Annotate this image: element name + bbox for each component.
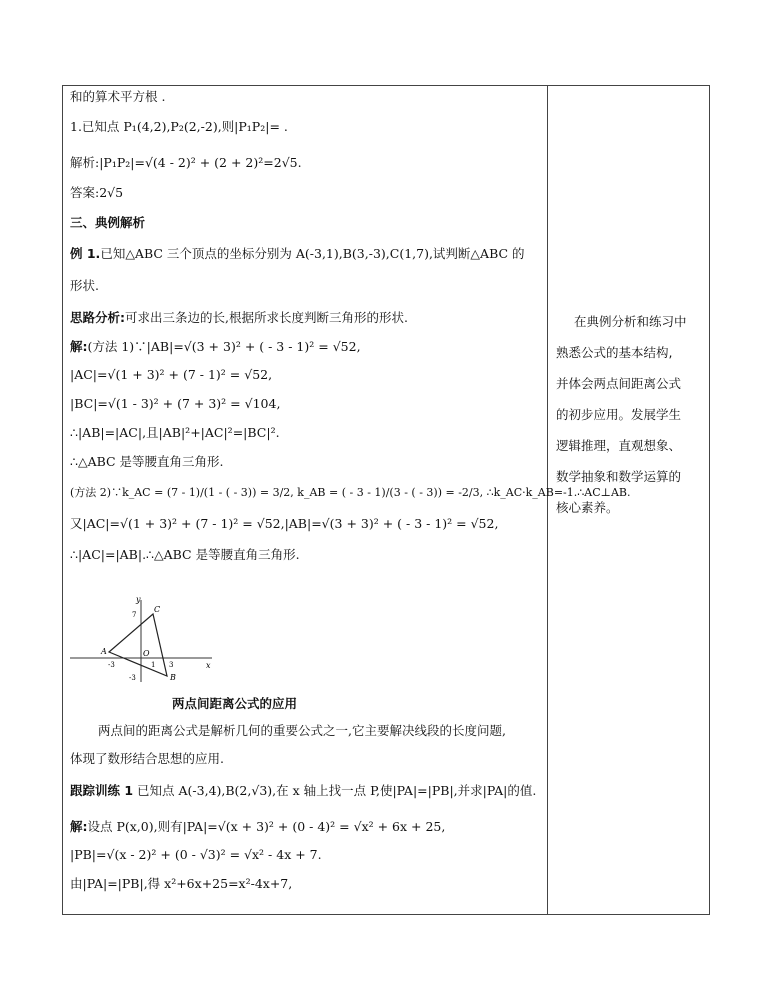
answer-text: 2√5 [99, 185, 124, 200]
section-heading: 三、典例解析 [70, 215, 146, 230]
triangle-figure [66, 596, 216, 684]
training-solution-text: 设点 P(x,0),则有|PA|=√(x + 3)² + (0 - 4)² = √x² + 6x + 25, [87, 819, 446, 834]
paragraph-line-2: 体现了数形结合思想的应用. [70, 751, 224, 766]
tick-7: 7 [132, 611, 137, 619]
solution-line-8: ∴|AC|=|AB|.∴△ABC 是等腰直角三角形. [70, 547, 300, 562]
solution-line-5: ∴△ABC 是等腰直角三角形. [70, 454, 224, 469]
training-solution-1 [70, 819, 445, 835]
note-line: 并体会两点间距离公式 [556, 376, 682, 391]
note-line: 熟悉公式的基本结构, [556, 345, 673, 360]
example-label: 例 1. [70, 246, 101, 261]
training-solution-2: |PB|=√(x - 2)² + (0 - √3)² = √x² - 4x + 7. [70, 847, 322, 862]
solution-line-4: ∴|AB|=|AC|,且|AB|²+|AC|²=|BC|². [70, 425, 280, 440]
text-line: 和的算术平方根 . [70, 89, 166, 104]
training-solution-label: 解: [70, 819, 88, 834]
note-line: 在典例分析和练习中 [574, 314, 687, 329]
note-line: 数学抽象和数学运算的 [556, 469, 682, 484]
tick-1: 1 [151, 661, 156, 669]
tick-neg3-x: -3 [108, 661, 115, 669]
analysis-label: 解析: [70, 155, 100, 170]
b-label: B [170, 673, 176, 682]
solution-line-1 [70, 339, 361, 355]
c-label: C [154, 605, 161, 614]
answer-label: 答案: [70, 185, 100, 200]
paragraph-line-1: 两点间的距离公式是解析几何的重要公式之一,它主要解决线段的长度问题, [98, 723, 506, 738]
a-label: A [101, 647, 107, 656]
note-line: 的初步应用。发展学生 [556, 407, 682, 422]
solution-label: 解: [70, 339, 88, 354]
question-line: 1.已知点 P₁(4,2),P₂(2,-2),则|P₁P₂|= . [70, 119, 288, 134]
thinking-label: 思路分析: [70, 310, 125, 325]
y-label: y [136, 596, 141, 604]
training-line [70, 783, 536, 799]
figure-caption: 两点间距离公式的应用 [172, 696, 298, 711]
x-label: x [206, 661, 211, 670]
answer-line [70, 185, 123, 201]
note-line: 逻辑推理，直观想象、 [556, 438, 682, 453]
thinking-text: 可求出三条边的长,根据所求长度判断三角形的形状. [125, 310, 408, 325]
analysis-line [70, 155, 302, 171]
solution-line-7: 又|AC|=√(1 + 3)² + (7 - 1)² = √52,|AB|=√(3 + 3)² + ( - 3 - 1)² = √52, [70, 516, 499, 531]
example-line [70, 246, 525, 262]
solution-line-6: (方法 2)∵k_AC = (7 - 1)/(1 - ( - 3)) = 3/2, k_AB = ( - 3 - 1)/(3 - ( - 3)) = -2/3, ∴k_AC·k_AB=-1.∴AC⊥AB. [70, 486, 631, 499]
training-solution-3: 由|PA|=|PB|,得 x²+6x+25=x²-4x+7, [70, 876, 293, 891]
example-text: 已知△ABC 三个顶点的坐标分别为 A(-3,1),B(3,-3),C(1,7),试判断△ABC 的 [100, 246, 525, 261]
design-notes [556, 314, 706, 531]
thinking-line [70, 310, 408, 326]
tick-neg3-y: -3 [129, 674, 136, 682]
solution-line-3: |BC|=√(1 - 3)² + (7 + 3)² = √104, [70, 396, 281, 411]
note-line: 核心素养。 [556, 500, 619, 515]
solution-text: (方法 1)∵|AB|=√(3 + 3)² + ( - 3 - 1)² = √52, [87, 339, 361, 354]
example-line-2: 形状. [70, 278, 99, 293]
triangle-abc [109, 614, 167, 676]
origin-label: O [143, 649, 150, 658]
analysis-text: |P₁P₂|=√(4 - 2)² + (2 + 2)²=2√5. [99, 155, 302, 170]
solution-line-2: |AC|=√(1 + 3)² + (7 - 1)² = √52, [70, 367, 273, 382]
tick-3: 3 [169, 661, 174, 669]
training-text: 已知点 A(-3,4),B(2,√3),在 x 轴上找一点 P,使|PA|=|PB|,并求|PA|的值. [133, 783, 537, 798]
training-label: 跟踪训练 1 [70, 783, 134, 798]
